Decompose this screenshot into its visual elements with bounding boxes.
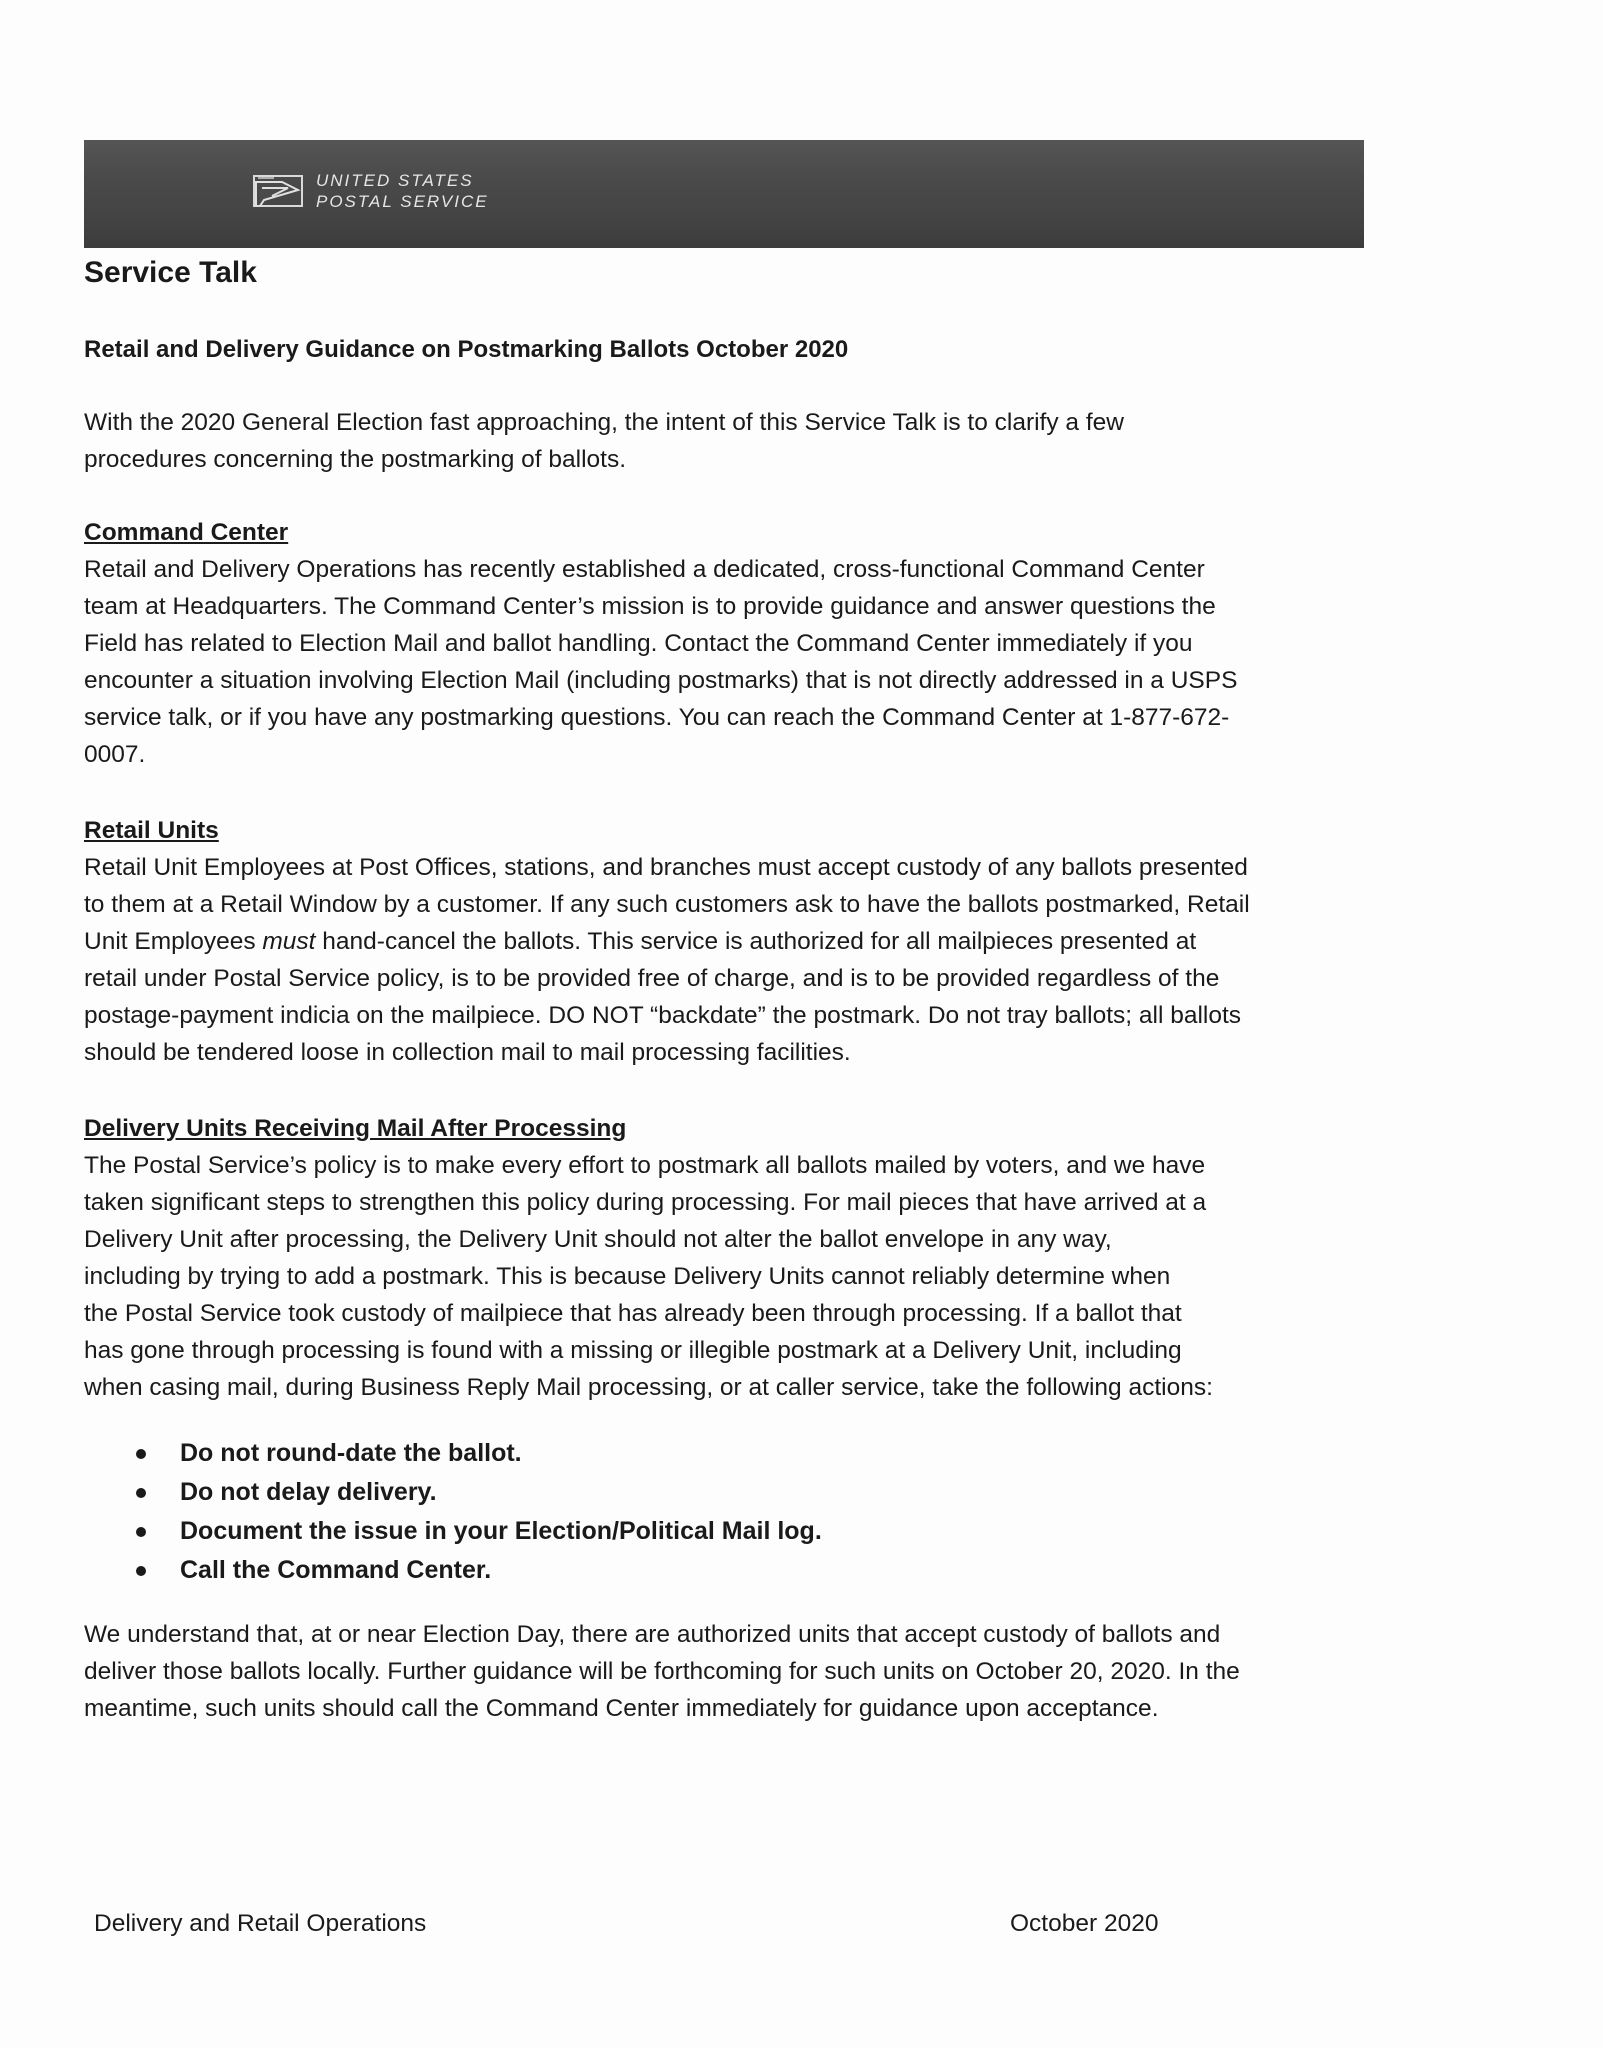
retail-units-line: Retail Unit Employees at Post Offices, stations, and branches must accept custody of any ballots presented (84, 854, 1248, 881)
delivery-units-line: The Postal Service’s policy is to make every effort to postmark all ballots mailed by voters, and we have (84, 1152, 1206, 1179)
delivery-units-section (84, 1110, 1213, 1406)
eagle-logo-icon (252, 170, 308, 212)
bullet-text: Do not delay delivery. (180, 1478, 437, 1506)
command-center-line: service talk, or if you have any postmarking questions. You can reach the Command Center at 1-877-672- (84, 704, 1230, 731)
bullet-icon (136, 1527, 146, 1537)
retail-units-heading: Retail Units (84, 817, 219, 844)
delivery-units-line: Delivery Unit after processing, the Delivery Unit should not alter the ballot envelope in any way, (84, 1226, 1112, 1253)
retail-units-line (84, 923, 1250, 960)
command-center-line: Field has related to Election Mail and ballot handling. Contact the Command Center immediately if you (84, 630, 1193, 657)
retail-units-line: to them at a Retail Window by a customer. If any such customers ask to have the ballots postmarked, Retail (84, 891, 1250, 918)
retail-units-line: postage-payment indicia on the mailpiece. DO NOT “backdate” the postmark. Do not tray ballots; all ballots (84, 1002, 1242, 1029)
command-center-line: encounter a situation involving Election Mail (including postmarks) that is not directly addressed in a USPS (84, 667, 1238, 694)
retail-units-section (84, 812, 1250, 1071)
closing-line: We understand that, at or near Election Day, there are authorized units that accept custody of ballots and (84, 1621, 1221, 1648)
delivery-units-line: taken significant steps to strengthen this policy during processing. For mail pieces that have arrived at a (84, 1189, 1207, 1216)
delivery-units-line: when casing mail, during Business Reply Mail processing, or at caller service, take the following actions: (84, 1374, 1213, 1401)
bullet-icon (136, 1449, 146, 1459)
footer-department: Delivery and Retail Operations (94, 1910, 427, 1937)
page-title: Service Talk (84, 256, 257, 289)
bullet-text: Call the Command Center. (180, 1556, 492, 1584)
bullet-icon (136, 1566, 146, 1576)
retail-units-line-start: Unit Employees (84, 928, 263, 955)
delivery-units-line: has gone through processing is found with a missing or illegible postmark at a Delivery Unit, including (84, 1337, 1182, 1364)
retail-units-line: should be tendered loose in collection mail to mail processing facilities. (84, 1039, 851, 1066)
command-center-line: Retail and Delivery Operations has recently established a dedicated, cross-functional Command Center (84, 556, 1205, 583)
closing-paragraph (84, 1616, 1240, 1727)
command-center-heading: Command Center (84, 519, 289, 546)
retail-units-line-end: hand-cancel the ballots. This service is authorized for all mailpieces presented at (315, 928, 1197, 955)
list-item (136, 1512, 822, 1551)
bullet-text: Document the issue in your Election/Political Mail log. (180, 1517, 822, 1545)
bullet-text: Do not round-date the ballot. (180, 1439, 522, 1467)
command-center-line: 0007. (84, 741, 146, 768)
usps-logo-text (316, 170, 489, 212)
list-item (136, 1551, 822, 1590)
command-center-section (84, 514, 1237, 773)
logo-line-1: UNITED STATES (316, 171, 474, 190)
bullet-icon (136, 1488, 146, 1498)
closing-line: meantime, such units should call the Command Center immediately for guidance upon acceptance. (84, 1695, 1159, 1722)
delivery-units-line: the Postal Service took custody of mailpiece that has already been through processing. If a ballot that (84, 1300, 1182, 1327)
list-item (136, 1434, 822, 1473)
delivery-units-line: including by trying to add a postmark. This is because Delivery Units cannot reliably determine when (84, 1263, 1171, 1290)
list-item (136, 1473, 822, 1512)
logo-line-2: POSTAL SERVICE (316, 192, 489, 211)
usps-logo (252, 166, 489, 216)
command-center-line: team at Headquarters. The Command Center’s mission is to provide guidance and answer questions the (84, 593, 1216, 620)
action-bullet-list (136, 1434, 822, 1590)
intro-line: With the 2020 General Election fast approaching, the intent of this Service Talk is to clarify a few (84, 409, 1124, 436)
footer-date: October 2020 (1010, 1910, 1159, 1937)
delivery-units-heading: Delivery Units Receiving Mail After Processing (84, 1115, 627, 1142)
intro-line: procedures concerning the postmarking of ballots. (84, 446, 627, 473)
retail-units-line: retail under Postal Service policy, is to be provided free of charge, and is to be provided regardless of the (84, 965, 1220, 992)
intro-paragraph (84, 404, 1124, 478)
document-subtitle: Retail and Delivery Guidance on Postmarking Ballots October 2020 (84, 336, 849, 363)
emphasis-must: must (262, 928, 316, 955)
closing-line: deliver those ballots locally. Further guidance will be forthcoming for such units on October 20, 2020. In the (84, 1658, 1240, 1685)
